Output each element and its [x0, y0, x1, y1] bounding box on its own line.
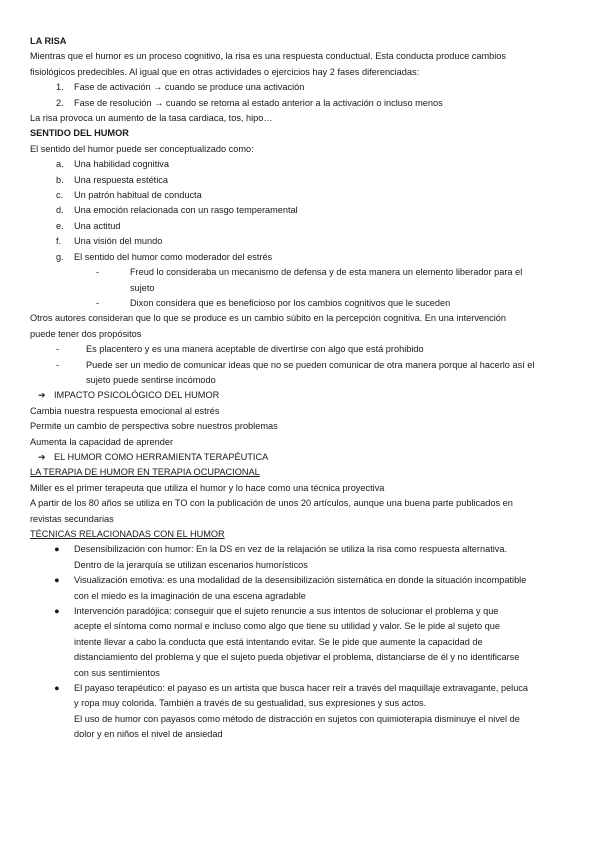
list-item-text: Un patrón habitual de conducta [74, 190, 202, 201]
list-letter: e. [56, 220, 64, 231]
impacto-heading-row [30, 388, 575, 403]
terapia-heading: LA TERAPIA DE HUMOR EN TERAPIA OCUPACIONAL [30, 467, 260, 478]
bullet-icon: ● [54, 544, 60, 555]
tecnica-line: con sus sentimientos [74, 667, 160, 678]
terapia-paragraph-1: Miller es el primer terapeuta que utiliza el humor y lo hace como una técnica proyectiva [30, 482, 385, 493]
list-item-text: Una habilidad cognitiva [74, 159, 170, 170]
list-item-text: El sentido del humor como moderador del estrés [74, 251, 273, 262]
arrow-icon: ➔ [38, 390, 46, 401]
list-item-text: Una visión del mundo [74, 236, 163, 247]
sub-item-line: sujeto [130, 282, 155, 293]
sub-list-item [30, 265, 575, 296]
sentido-heading: SENTIDO DEL HUMOR [30, 128, 129, 139]
tecnica-line: distanciamiento del problema y que el sujeto pueda objetivar el problema, distanciarse de él y no identificarse [74, 652, 520, 663]
tecnica-line: Dentro de la jerarquía se utilizan escenarios humorísticos [74, 559, 308, 570]
document-page [30, 34, 575, 743]
purpose-line: Es placentero y es una manera aceptable de divertirse con algo que está prohibido [86, 344, 424, 355]
list-item [30, 173, 575, 188]
list-item-text: Una emoción relacionada con un rasgo temperamental [74, 205, 298, 216]
tecnica-item [30, 542, 575, 573]
tecnica-line: El uso de humor con payasos como método de distracción en sujetos con quimioterapia disminuye el nivel de [74, 713, 520, 724]
tecnica-line: Intervención paradójica: conseguir que el sujeto renuncie a sus intentos de solucionar el problema y que [74, 606, 499, 617]
phase-text: Fase de resolución → cuando se retoma al estado anterior a la activación o incluso menos [74, 97, 443, 108]
dash-marker: - [56, 359, 60, 370]
list-number: 1. [56, 82, 64, 93]
sub-item-line: Freud lo consideraba un mecanismo de defensa y de esta manera un elemento liberador para el [130, 267, 523, 278]
phase-item [30, 96, 575, 111]
terapia-paragraph-2-line-1: A partir de los 80 años se utiliza en TO con la publicación de unos 20 artículos, aunque una buena parte publicados en [30, 498, 513, 509]
otros-line-2: puede tener dos propósitos [30, 328, 142, 339]
herramienta-heading-row [30, 450, 575, 465]
list-item [30, 219, 575, 234]
tecnica-item [30, 573, 575, 604]
list-item-text: Una respuesta estética [74, 174, 168, 185]
list-letter: g. [56, 251, 64, 262]
sentido-intro: El sentido del humor puede ser conceptualizado como: [30, 143, 254, 154]
impacto-line: Permite un cambio de perspectiva sobre nuestros problemas [30, 421, 278, 432]
tecnica-line: Desensibilización con humor: En la DS en vez de la relajación se utiliza la risa como respuesta alternativa. [74, 544, 508, 555]
tecnica-line: y ropa muy colorida. También a través de su gestualidad, sus expresiones y sus actos. [74, 698, 427, 709]
tecnica-line: Visualización emotiva: es una modalidad de la desensibilización sistemática en donde la situación incompatible [74, 575, 527, 586]
list-item [30, 250, 575, 265]
tecnica-item [30, 681, 575, 743]
list-item-text: Una actitud [74, 220, 121, 231]
dash-marker: - [96, 267, 100, 278]
risa-after: La risa provoca un aumento de la tasa cardiaca, tos, hipo… [30, 113, 273, 124]
bullet-icon: ● [54, 575, 60, 586]
risa-heading: LA RISA [30, 36, 67, 46]
list-letter: f. [56, 236, 62, 247]
dash-marker: - [96, 297, 100, 308]
purpose-item [30, 342, 575, 357]
otros-line-1: Otros autores consideran que lo que se produce es un cambio súbito en la percepción cognitiva. En una intervención [30, 313, 507, 324]
tecnica-line: El payaso terapéutico: el payaso es un artista que busca hacer reír a través del maquillaje extravagante, peluca [74, 683, 529, 694]
phase-item [30, 80, 575, 95]
purpose-line: Puede ser un medio de comunicar ideas que no se pueden comunicar de otra manera porque al hacerlo así el [86, 359, 535, 370]
impacto-line: Aumenta la capacidad de aprender [30, 436, 174, 447]
list-item [30, 234, 575, 249]
list-item [30, 157, 575, 172]
dash-marker: - [56, 344, 60, 355]
bullet-icon: ● [54, 606, 60, 617]
tecnica-line: dolor y en niños el nivel de ansiedad [74, 729, 223, 740]
list-item [30, 188, 575, 203]
sub-item-line: Dixon considera que es beneficioso por los cambios cognitivos que le suceden [130, 297, 451, 308]
list-letter: a. [56, 159, 64, 170]
list-letter: d. [56, 205, 64, 216]
risa-intro-line-1: Mientras que el humor es un proceso cognitivo, la risa es una respuesta conductual. Esta conducta produce cambios [30, 51, 506, 62]
list-item [30, 203, 575, 218]
risa-intro-line-2: fisiológicos predecibles. Al igual que en otras actividades o ejercicios hay 2 fases diferenciadas: [30, 66, 420, 77]
arrow-icon: ➔ [38, 451, 46, 462]
impacto-heading: IMPACTO PSICOLÓGICO DEL HUMOR [54, 390, 220, 401]
tecnica-line: intente llevar a cabo la conducta que está intentando evitar. Se le pide que aumente la capacidad de [74, 636, 483, 647]
purpose-line: sujeto puede sentirse incómodo [86, 374, 216, 385]
list-letter: c. [56, 190, 64, 201]
terapia-paragraph-2-line-2: revistas secundarias [30, 513, 114, 524]
list-number: 2. [56, 97, 64, 108]
impacto-line: Cambia nuestra respuesta emocional al estrés [30, 405, 220, 416]
bullet-icon: ● [54, 683, 60, 694]
sub-list-item [30, 296, 575, 311]
herramienta-heading: EL HUMOR COMO HERRAMIENTA TERAPÉUTICA [54, 451, 269, 462]
tecnicas-heading: TÉCNICAS RELACIONADAS CON EL HUMOR [30, 529, 225, 539]
tecnica-line: acepte el síntoma como normal e incluso como algo que tiene su utilidad y valor. Se le pide al sujeto que [74, 621, 500, 632]
purpose-item [30, 358, 575, 389]
list-letter: b. [56, 174, 64, 185]
tecnica-item [30, 604, 575, 681]
phase-text: Fase de activación → cuando se produce una activación [74, 82, 305, 93]
tecnica-line: con el miedo es la imaginación de una escena agradable [74, 590, 306, 601]
